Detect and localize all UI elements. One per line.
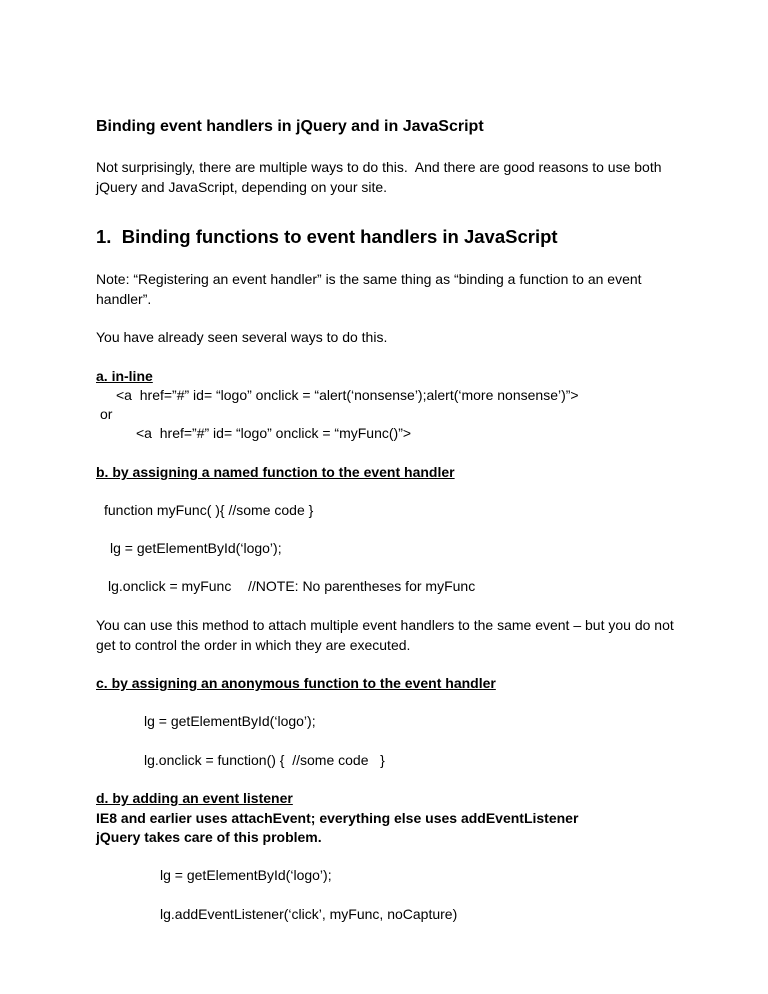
document-title: Binding event handlers in jQuery and in JavaScript (96, 118, 484, 135)
subsection-b-label: b. by assigning a named function to the event handler (96, 464, 455, 480)
inline-code-2: <a href=”#” id= “logo” onclick = “myFunc()”> (136, 425, 412, 441)
subsection-a-label: a. in-line (96, 368, 153, 384)
anon-get-element-code: lg = getElementById(‘logo’); (144, 713, 316, 729)
intro-line-1: Not surprisingly, there are multiple ways to do this. And there are good reasons to use both (96, 159, 662, 175)
get-element-code: lg = getElementById(‘logo’); (110, 540, 282, 556)
named-function-code: function myFunc( ){ //some code } (104, 502, 314, 518)
anon-onclick-code: lg.onclick = function() { //some code } (144, 752, 385, 768)
multiple-handlers-line-1: You can use this method to attach multiple event handlers to the same event – but you do not (96, 617, 674, 633)
inline-code-1: <a href=”#” id= “logo” onclick = “alert(‘nonsense’);alert(‘more nonsense’)”> (116, 387, 579, 403)
or-text: or (100, 406, 113, 422)
subsection-c-label: c. by assigning an anonymous function to the event handler (96, 675, 496, 691)
add-event-listener-code: lg.addEventListener(‘click’, myFunc, noCapture) (160, 906, 458, 922)
section-1-heading: 1. Binding functions to event handlers in JavaScript (96, 226, 558, 247)
note-line-1: Note: “Registering an event handler” is the same thing as “binding a function to an event (96, 271, 642, 287)
intro-line-2: jQuery and JavaScript, depending on your site. (96, 179, 388, 195)
multiple-handlers-line-2: get to control the order in which they are executed. (96, 637, 411, 653)
already-seen-text: You have already seen several ways to do this. (96, 329, 388, 345)
note-line-2: handler”. (96, 291, 152, 307)
ie8-note: IE8 and earlier uses attachEvent; everything else uses addEventListener (96, 810, 579, 826)
subsection-d-label: d. by adding an event listener (96, 790, 293, 806)
listener-get-element-code: lg = getElementById(‘logo’); (160, 867, 332, 883)
jquery-note: jQuery takes care of this problem. (96, 829, 322, 845)
onclick-assign-code: lg.onclick = myFunc (108, 578, 232, 594)
no-parentheses-comment: //NOTE: No parentheses for myFunc (248, 578, 476, 594)
